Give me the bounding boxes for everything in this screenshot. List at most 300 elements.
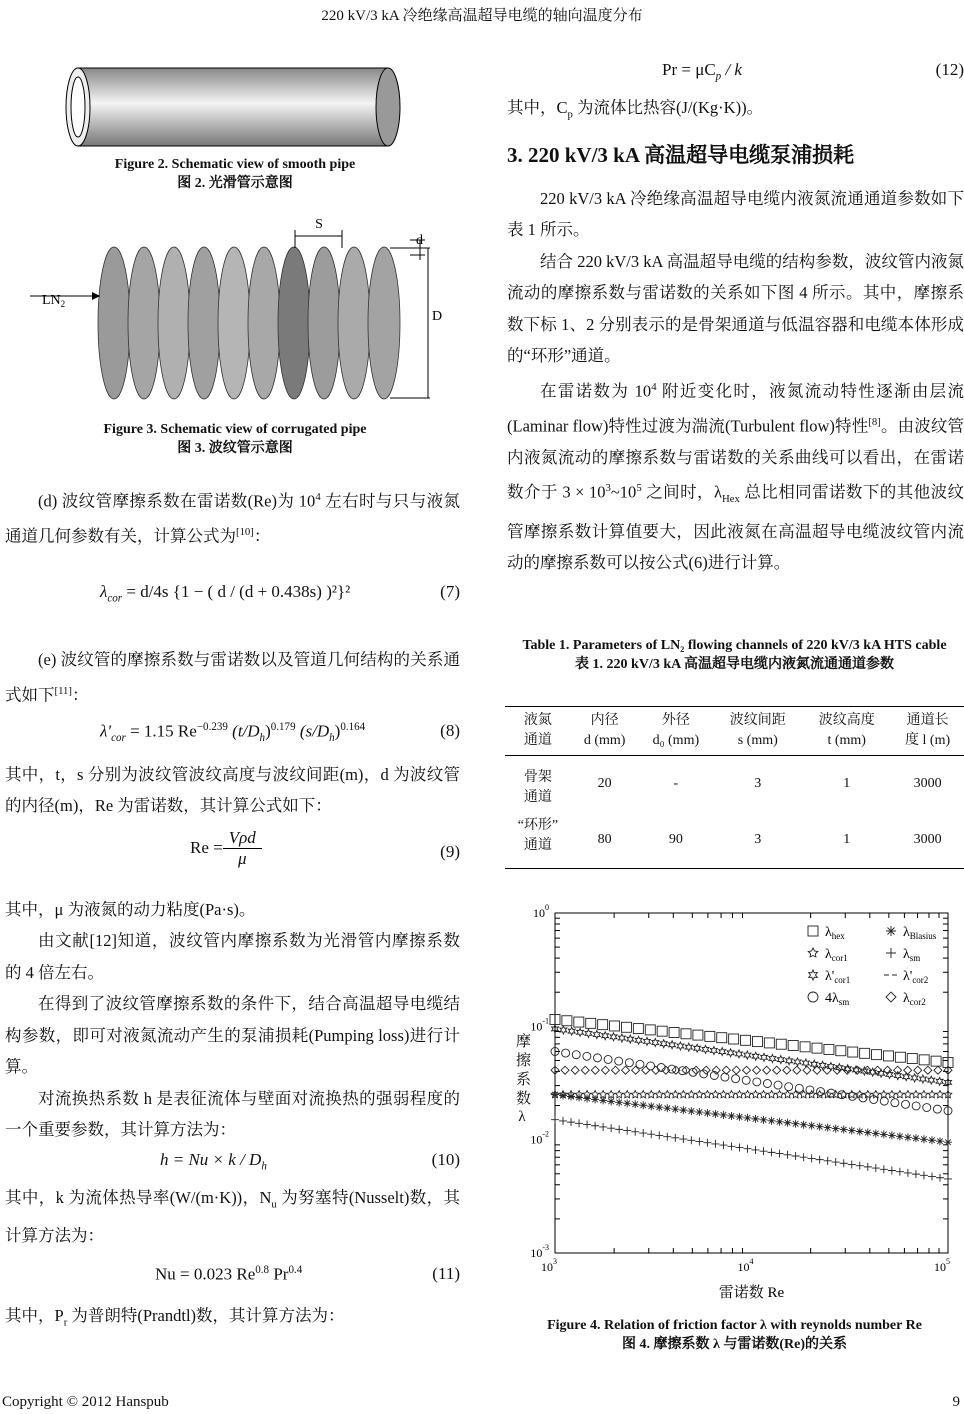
legend-label: $\lambda_{sm}$ [903,947,921,963]
hexagram-marker [635,1036,642,1044]
plus-marker [551,1116,559,1124]
circle-marker [763,1080,771,1088]
corrugation-ring [338,247,370,399]
plus-marker [559,1117,567,1125]
asterisk-marker [719,1111,727,1119]
asterisk-marker [888,1131,896,1139]
hexagram-marker [936,1077,943,1085]
plus-marker [599,1123,607,1131]
asterisk-marker [928,1136,936,1144]
corrugation-ring [188,247,220,399]
circle-marker [912,1102,920,1110]
circle-marker [572,1051,580,1059]
paragraph-k: 其中，k 为流体热导率(W/(m·K))，$N_u$ 为努塞特(Nusselt)数，其计算方法为： [5,1187,461,1246]
figure2-caption-en: Figure 2. Schematic view of smooth pipe [114,157,356,172]
hexagram-marker [685,1043,692,1051]
square-marker [598,1020,608,1030]
diamond-marker [753,1066,761,1074]
legend-item [886,925,937,941]
legend-label: $\lambda'_{cor2}$ [903,969,929,985]
col-header: 波纹间距 s (mm) [713,707,802,756]
x-axis-label: 雷诺数 Re [718,1285,785,1301]
plus-marker [848,1160,856,1168]
legend-label: $\lambda_{cor1}$ [825,947,848,963]
plus-marker [647,1130,655,1138]
asterisk-marker [647,1102,655,1110]
copyright: Copyright © 2012 Hanspub [2,1394,169,1410]
star-marker [904,1091,912,1098]
asterisk-marker [663,1104,671,1112]
col-header: 液氮 通道 [505,707,571,756]
square-marker [586,1018,596,1028]
diamond-marker [581,1066,589,1074]
hexagram-marker [903,1073,910,1081]
circle-marker [808,992,818,1002]
circle-marker [636,1060,644,1068]
plus-marker [639,1129,647,1137]
star-marker [936,1091,944,1098]
corrugation-ring [128,247,160,399]
series-λ'cor1 [552,1025,952,1087]
square-marker [717,1033,727,1043]
star-marker [615,1091,623,1098]
circle-marker [753,1078,761,1086]
square-marker [776,1039,786,1049]
asterisk-marker [856,1128,864,1136]
plus-marker [727,1142,735,1150]
asterisk-marker [896,1132,904,1140]
paragraph-h: 对流换热系数 h 是表征流体与壁面对流换热的强弱程度的一个重要参数，其计算方法为： [5,1088,460,1139]
plus-marker [886,948,896,958]
diamond-marker [924,1066,932,1074]
legend-item [808,991,849,1007]
asterisk-marker [639,1101,647,1109]
plus-marker [703,1139,711,1147]
hexagram-marker [761,1053,768,1061]
diamond-marker [571,1066,579,1074]
circle-marker [891,1099,899,1107]
plus-marker [607,1124,615,1132]
diamond-marker [783,1066,791,1074]
y-tick-label: $10^{-2}$ [530,1129,549,1147]
hexagram-marker [727,1049,734,1057]
square-marker [752,1037,762,1047]
square-marker [729,1034,739,1044]
asterisk-marker [872,1129,880,1137]
paragraph-mu: 其中，μ 为液氮的动力粘度(Pa·s)。 [5,899,256,919]
plus-marker [816,1156,824,1164]
diamond-marker [793,1066,801,1074]
corrugation-ring [248,247,280,399]
star-marker [639,1091,647,1098]
paragraph-d: (d) 波纹管摩擦系数在雷诺数(Re)为 $10^4$ 左右时与只与液氮通道几何参数有关，计算公式为[10]： [5,491,460,546]
square-marker [824,1044,834,1054]
corrugation-ring [308,247,340,399]
square-marker [848,1047,858,1057]
y-tick-label: $10^{-1}$ [530,1016,549,1034]
square-marker [657,1026,667,1036]
hexagram-marker [618,1034,625,1042]
diamond-marker [803,1066,811,1074]
legend-label: $\lambda'_{cor1}$ [825,969,851,985]
asterisk-marker [848,1127,856,1135]
hexagram-marker [710,1047,717,1055]
asterisk-marker [864,1128,872,1136]
plus-marker [631,1128,639,1136]
star-marker [688,1091,696,1098]
series-λsm [551,1116,952,1183]
circle-marker [933,1105,941,1113]
star-marker [607,1091,615,1098]
square-marker [669,1027,679,1037]
friction-factor-chart [505,893,964,1305]
square-marker [800,1042,810,1052]
label-s: S [315,217,323,232]
asterisk-marker [800,1121,808,1129]
hexagram-marker [660,1040,667,1048]
plus-marker [792,1152,800,1160]
legend-item [886,947,920,963]
star-marker [656,1091,664,1098]
square-marker [788,1041,798,1051]
asterisk-marker [735,1113,743,1121]
corrugation-ring [98,247,130,399]
square-marker [633,1024,643,1034]
equation-9: Re = Vρd μ (9) [190,827,460,868]
star-marker [736,1091,744,1098]
asterisk-marker [880,1130,888,1138]
figure3-caption-zh: 图 3. 波纹管示意图 [177,441,293,456]
square-marker [808,926,818,936]
square-marker [681,1029,691,1039]
hexagram-marker [602,1032,609,1040]
asterisk-marker [904,1133,912,1141]
plus-marker [928,1173,936,1181]
star-marker [760,1091,768,1098]
square-marker [562,1016,572,1026]
plus-marker [808,1154,816,1162]
asterisk-marker [840,1126,848,1134]
plus-marker [591,1122,599,1130]
asterisk-marker [727,1112,735,1120]
hexagram-marker [777,1056,784,1064]
square-marker [812,1043,822,1053]
asterisk-marker [936,1137,944,1145]
running-header: 220 kV/3 kA 冷绝缘高温超导电缆的轴向温度分布 [321,8,643,24]
star-marker [744,1091,752,1098]
hexagram-marker [568,1027,575,1035]
legend-label: $\lambda_{hex}$ [825,925,845,941]
circle-marker [593,1054,601,1062]
plus-marker [711,1140,719,1148]
circle-marker [795,1084,803,1092]
corrugation-ring [218,247,250,399]
asterisk-marker [832,1125,840,1133]
hexagram-marker [786,1057,793,1065]
hexagram-marker [802,1059,809,1067]
x-tick-label: $10^5$ [934,1257,950,1274]
diamond-marker [712,1066,720,1074]
square-marker [931,1056,941,1066]
col-header: 通道长 度 l (m) [891,707,964,756]
equation-12: $Pr = \mu C_p / k$ (12) [662,60,964,83]
plus-marker [679,1135,687,1143]
circle-marker [774,1081,782,1089]
paragraph-cp: 其中，$C_p$ 为流体比热容(J/(Kg·K))。 [507,98,764,121]
plus-marker [567,1118,575,1126]
asterisk-marker [760,1116,768,1124]
x-tick-label: $10^4$ [737,1257,754,1274]
star-marker [647,1091,655,1098]
star-marker [672,1091,680,1098]
square-marker [883,1051,893,1061]
y-tick-label: $10^{-3}$ [530,1243,549,1260]
plus-marker [583,1121,591,1129]
plus-marker [695,1137,703,1145]
star-marker [912,1091,920,1098]
square-marker [645,1025,655,1035]
hexagram-marker [577,1028,584,1036]
star-marker [680,1091,688,1098]
square-marker [621,1022,631,1032]
asterisk-marker [792,1120,800,1128]
legend-item [808,947,848,963]
equation-11: Nu = 0.023 $Re^{0.8}$ $Pr^{0.4}$ (11) [155,1263,460,1284]
paragraph-3: 在雷诺数为 $10^4$ 附近变化时，液氮流动特性逐渐由层流(Laminar flow)特性过渡为湍流(Turbulent flow)特性[8]。由波纹管内液氮流动的摩擦系数与雷诺数的关系曲线可以看出，在雷诺数介于 $3 \times 10^3\sim 10^5$ 之间时，$\lambda_{Hex}$ 总比相同雷诺数下的其他波纹管摩擦系数计算值要大，因此液氮在高温超导电缆波纹管内流动的摩擦系数可以按公式(6)进行计算。 [507,380,964,573]
plus-marker [864,1163,872,1171]
hexagram-marker [669,1041,676,1049]
star-marker [631,1091,639,1098]
circle-marker [583,1052,591,1060]
plus-marker [663,1133,671,1141]
hexagram-marker [752,1052,759,1060]
legend-item [884,969,928,985]
equation-8: $\lambda'_{cor} = 1.15$ $Re^{-0.239}$ $(t/D_h)^{0.179}$ $(s/D_h)^{0.164}$ (8) [100,720,460,744]
plus-marker [575,1119,583,1127]
series-λBlasius [551,1091,952,1147]
asterisk-marker [808,1122,816,1130]
hexagram-marker [886,1070,893,1078]
parameters-table [505,706,964,869]
square-marker [919,1055,929,1065]
plus-marker [896,1168,904,1176]
circle-marker [902,1100,910,1108]
figure4-caption-zh: 图 4. 摩擦系数 λ 与雷诺数(Re)的关系 [621,1337,848,1352]
hexagram-marker [627,1035,634,1043]
diamond-marker [622,1066,630,1074]
diamond-marker [742,1066,750,1074]
hexagram-marker [644,1037,651,1045]
asterisk-marker [631,1100,639,1108]
diamond-marker [561,1066,569,1074]
plus-marker [824,1157,832,1165]
star-marker [776,1091,784,1098]
plus-marker [719,1141,727,1149]
asterisk-marker [824,1124,832,1132]
hexagram-marker [836,1064,843,1072]
plus-marker [768,1148,776,1156]
equation-7: $\lambda_{cor} = d/4s$ {1 − ( d / (d + 0.438s) )²}² (7) [100,582,460,605]
hexagram-marker [828,1063,835,1071]
hexagram-marker [894,1072,901,1080]
col-header: 外径 d₀ (mm) [638,707,713,756]
hexagram-marker [694,1044,701,1052]
diamond-marker [934,1066,942,1074]
plus-marker [944,1175,952,1183]
col-header: 内径 d (mm) [571,707,639,756]
table-header-row [505,707,964,756]
hexagram-marker [702,1045,709,1053]
asterisk-marker [711,1110,719,1118]
right-column [507,56,964,579]
asterisk-marker [886,926,896,936]
plus-marker [912,1170,920,1178]
series-λcor2 [551,1066,952,1074]
asterisk-marker [623,1099,631,1107]
plus-marker [936,1174,944,1182]
asterisk-marker [920,1135,928,1143]
plus-marker [880,1165,888,1173]
asterisk-marker [655,1103,663,1111]
asterisk-marker [768,1117,776,1125]
asterisk-marker [687,1107,695,1115]
diamond-marker [904,1066,912,1074]
corrugation-ring [158,247,190,399]
plus-marker [800,1153,808,1161]
equation-10: $h = Nu \times k / D_h$ (10) [160,1149,460,1172]
star-marker [623,1091,631,1098]
hexagram-marker [769,1055,776,1063]
paragraph-pumping: 在得到了波纹管摩擦系数的条件下，结合高温超导电缆结构参数，即可对液氮流动产生的泵浦损耗(Pumping loss)进行计算。 [5,994,460,1076]
circle-marker [732,1075,740,1083]
asterisk-marker [784,1119,792,1127]
star-marker [792,1091,800,1098]
diamond-marker [914,1066,922,1074]
asterisk-marker [671,1105,679,1113]
plus-marker [920,1171,928,1179]
table-row: “环形” 通道 80 90 3 1 3000 [505,812,964,869]
figure3-caption-en: Figure 3. Schematic view of corrugated pipe [103,422,367,437]
y-tick-label: $10^0$ [533,903,549,920]
asterisk-marker [912,1134,920,1142]
star-marker [784,1091,792,1098]
corrugation-ring [278,247,310,399]
circle-marker [880,1097,888,1105]
plus-marker [888,1167,896,1175]
square-marker [895,1052,905,1062]
asterisk-marker [776,1118,784,1126]
hexagram-marker [719,1048,726,1056]
plus-marker [776,1150,784,1158]
diamond-marker [763,1066,771,1074]
star-marker [808,948,818,957]
paragraph-pr: 其中，$P_r$ 为普朗特(Prandtl)数，其计算方法为： [5,1305,345,1329]
diamond-marker [732,1066,740,1074]
asterisk-marker [703,1109,711,1117]
series-λhex [550,1014,953,1067]
legend-label: $\lambda_{cor2}$ [903,991,926,1007]
hexagram-marker [677,1042,684,1050]
diamond-marker [632,1066,640,1074]
section-heading: 3. 220 kV/3 kA 高温超导电缆泵浦损耗 [507,142,855,167]
square-marker [610,1021,620,1031]
plus-marker [752,1146,760,1154]
square-marker [860,1048,870,1058]
series-λcor1 [551,1091,952,1098]
left-column [5,482,460,1339]
star-marker [872,1091,880,1098]
star-marker [720,1091,728,1098]
table-row: 骨架 通道 20 - 3 1 3000 [523,770,942,805]
diamond-marker [886,992,896,1002]
asterisk-marker [695,1108,703,1116]
page-number: 9 [952,1394,960,1410]
figure2-caption-zh: 图 2. 光滑管示意图 [177,176,293,191]
hexagram-marker [794,1058,801,1066]
table1-caption-en: Table 1. Parameters of LN₂ flowing channels of 220 kV/3 kA HTS cable [522,638,947,653]
legend-item [886,991,926,1007]
plus-marker [872,1164,880,1172]
paragraph-2: 结合 220 kV/3 kA 高温超导电缆的结构参数，波纹管内液氮流动的摩擦系数与雷诺数的关系如下图 4 所示。其中，摩擦系数下标 1、2 分别表示的是骨架通道与低温容器和电缆本体形成的“环形”通道。 [507,251,964,366]
plus-marker [743,1145,751,1153]
square-marker [741,1035,751,1045]
star-marker [728,1091,736,1098]
asterisk-marker [583,1094,591,1102]
circle-marker [562,1049,570,1057]
plus-marker [735,1144,743,1152]
plus-marker [623,1127,631,1135]
star-marker [696,1091,704,1098]
circle-marker [615,1057,623,1065]
star-marker [928,1091,936,1098]
asterisk-marker [591,1095,599,1103]
asterisk-marker [679,1106,687,1114]
paragraph-ref12: 由文献[12]知道，波纹管内摩擦系数为光滑管内摩擦系数的 4 倍左右。 [5,931,460,982]
label-ln2: $LN_2$ [42,293,66,309]
hexagram-marker [809,970,818,980]
asterisk-marker [743,1114,751,1122]
table1-caption-zh: 表 1. 220 kV/3 kA 高温超导电缆内液氮流通通道参数 [575,657,894,672]
asterisk-marker [816,1123,824,1131]
asterisk-marker [752,1115,760,1123]
asterisk-marker [599,1096,607,1104]
label-d: d [416,233,423,248]
hexagram-marker [652,1039,659,1047]
diamond-marker [601,1066,609,1074]
smooth-pipe-figure [60,58,420,158]
plus-marker [615,1125,623,1133]
circle-marker [625,1059,633,1067]
hexagram-marker [610,1033,617,1041]
star-marker [896,1091,904,1098]
plus-marker [671,1134,679,1142]
plus-marker [832,1158,840,1166]
circle-marker [785,1083,793,1091]
plus-marker [784,1151,792,1159]
square-marker [693,1030,703,1040]
hexagram-marker [736,1050,743,1058]
plus-marker [655,1131,663,1139]
diamond-marker [611,1066,619,1074]
y-axis-label: 摩擦系数λ [514,1033,530,1129]
square-marker [574,1017,584,1027]
circle-marker [604,1055,612,1063]
hexagram-marker [928,1076,935,1084]
star-marker [888,1091,896,1098]
paragraph-ts: 其中，t，s 分别为波纹管波纹高度与波纹间距(m)，d 为波纹管的内径(m)，Re 为雷诺数，其计算公式如下： [5,764,460,815]
star-marker [752,1091,760,1098]
corrugated-pipe-figure [30,210,460,410]
